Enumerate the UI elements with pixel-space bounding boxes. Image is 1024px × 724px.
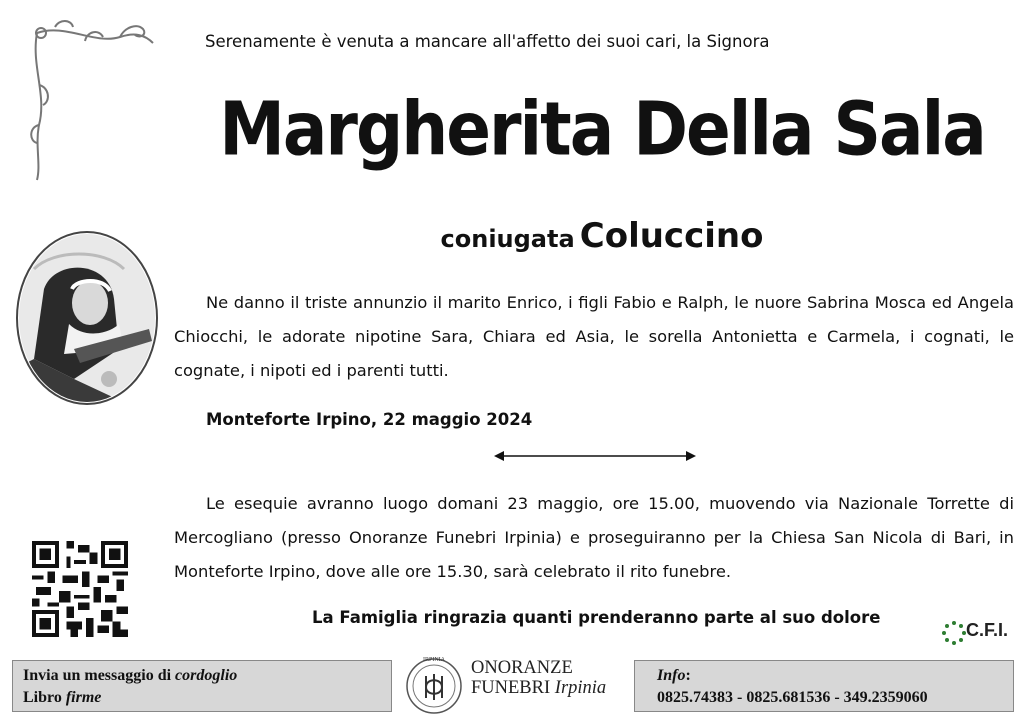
funeral-home-emblem-icon: [404, 652, 464, 716]
place-date: Monteforte Irpino, 22 maggio 2024: [206, 410, 533, 429]
cfi-logo-icon: [940, 618, 1018, 650]
condolence-line[interactable]: [23, 665, 381, 687]
info-box: Info: 0825.74383 - 0825.681536 - 349.2359060: [634, 660, 1014, 712]
thanks-line: La Famiglia ringrazia quanti prenderanno parte al suo dolore: [312, 608, 881, 627]
deceased-name: Margherita Della Sala: [219, 86, 985, 173]
double-arrow-icon: [494, 449, 696, 463]
logo-line2-prefix: FUNEBRI: [471, 678, 551, 698]
married-surname: Coluccino: [579, 216, 764, 256]
logo-line2: [471, 678, 606, 698]
announcement-paragraph: Ne danno il triste annunzio il marito Enrico, i figli Fabio e Ralph, le nuore Sabrina Mosca ed Angela Chiocchi, le adorate nipotine Sara, Chiara ed Asia, le sorella Antonietta e Carmela, i cognati, le cognate, i nipoti ed i parenti tutti.: [174, 293, 1014, 380]
guestbook-line[interactable]: [23, 687, 381, 709]
qr-code-icon[interactable]: [32, 541, 128, 637]
guestbook-italic: firme: [65, 689, 102, 706]
saint-portrait-icon: [14, 229, 160, 407]
condolence-italic: cordoglio: [175, 667, 238, 684]
emblem-label: IRPINIA: [423, 657, 445, 663]
logo-line1: ONORANZE: [471, 658, 573, 678]
married-prefix: coniugata: [440, 225, 575, 253]
info-phones[interactable]: 0825.74383 - 0825.681536 - 349.2359060: [657, 689, 928, 706]
guestbook-prefix: Libro: [23, 689, 62, 706]
condolence-prefix: Invia un messaggio di: [23, 667, 172, 684]
condolence-box[interactable]: [12, 660, 392, 712]
funeral-paragraph: Le esequie avranno luogo domani 23 maggio, ore 15.00, muovendo via Nazionale Torrette di Mercogliano (presso Onoranze Funebri Irpinia) e proseguiranno per la Chiesa San Nicola di Bari, in Monteforte Irpino, dove alle ore 15.30, sarà celebrato il rito funebre.: [174, 494, 1014, 581]
info-label: Info: [657, 667, 686, 684]
funeral-home-name: [471, 658, 606, 698]
logo-line2-italic: Irpinia: [554, 678, 607, 698]
intro-text: Serenamente è venuta a mancare all'affetto dei suoi cari, la Signora: [205, 32, 770, 51]
cfi-label: C.F.I.: [966, 620, 1009, 640]
